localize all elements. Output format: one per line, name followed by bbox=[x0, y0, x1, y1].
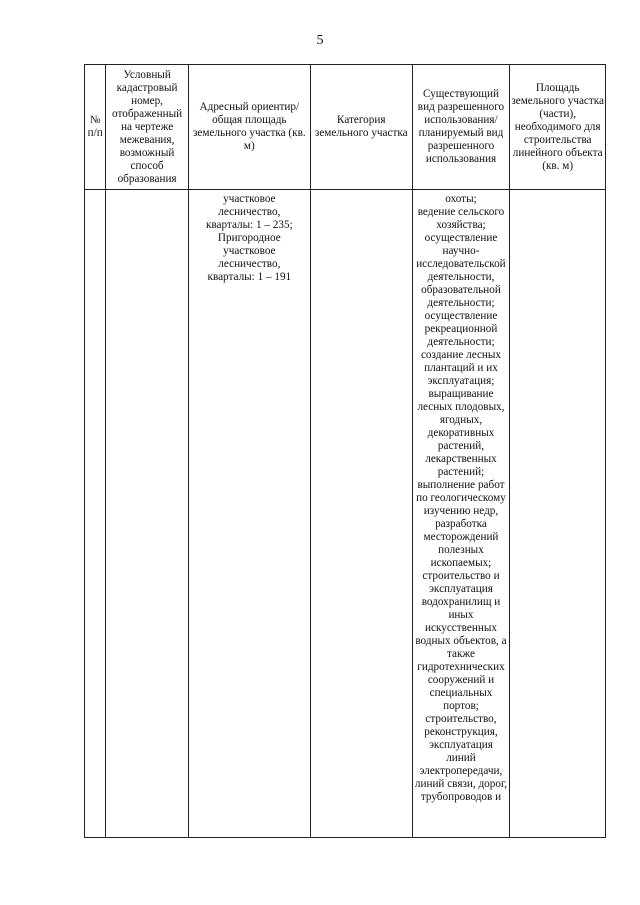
cell-usage: охоты; ведение сельского хозяйства; осуществление научно- исследовательской деятельности, образовательной деятельности; осуществление рекреационной деятельности; создание лесных плантаций и их эксплуатация; выращивание лесных плодовых, ягодных, декоративных растений, лекарственных растений; выполнение работ по геологическому изучению недр, разработка месторождений полезных ископаемых; строительство и эксплуатация водохранилищ и иных искусственных водных объектов, а также гидротехнических сооружений и специальных портов; строительство, реконструкция, эксплуатация линий электропередачи, линий связи, дорог, трубопроводов и bbox=[412, 190, 510, 838]
table-row bbox=[85, 190, 606, 838]
header-area: Площадь земельного участка (части), необходимого для строительства линейного объекта (кв. м) bbox=[510, 65, 606, 190]
cell-area bbox=[510, 190, 606, 838]
header-usage: Существующий вид разрешенного использования/ планируемый вид разрешенного использования bbox=[412, 65, 510, 190]
page-number: 5 bbox=[316, 33, 324, 48]
header-number: № п/п bbox=[85, 65, 106, 190]
table-header-row bbox=[85, 65, 606, 190]
cell-cadastral-number bbox=[106, 190, 188, 838]
cell-address: участковое лесничество, кварталы: 1 – 235; Пригородное участковое лесничество, кварталы: 1 – 191 bbox=[188, 190, 310, 838]
cell-category bbox=[310, 190, 412, 838]
land-plot-table bbox=[84, 64, 606, 838]
header-category: Категория земельного участка bbox=[310, 65, 412, 190]
header-address: Адресный ориентир/ общая площадь земельного участка (кв. м) bbox=[188, 65, 310, 190]
header-cadastral-number: Условный кадастровый номер, отображенный на чертеже межевания, возможный способ образования bbox=[106, 65, 188, 190]
cell-number bbox=[85, 190, 106, 838]
